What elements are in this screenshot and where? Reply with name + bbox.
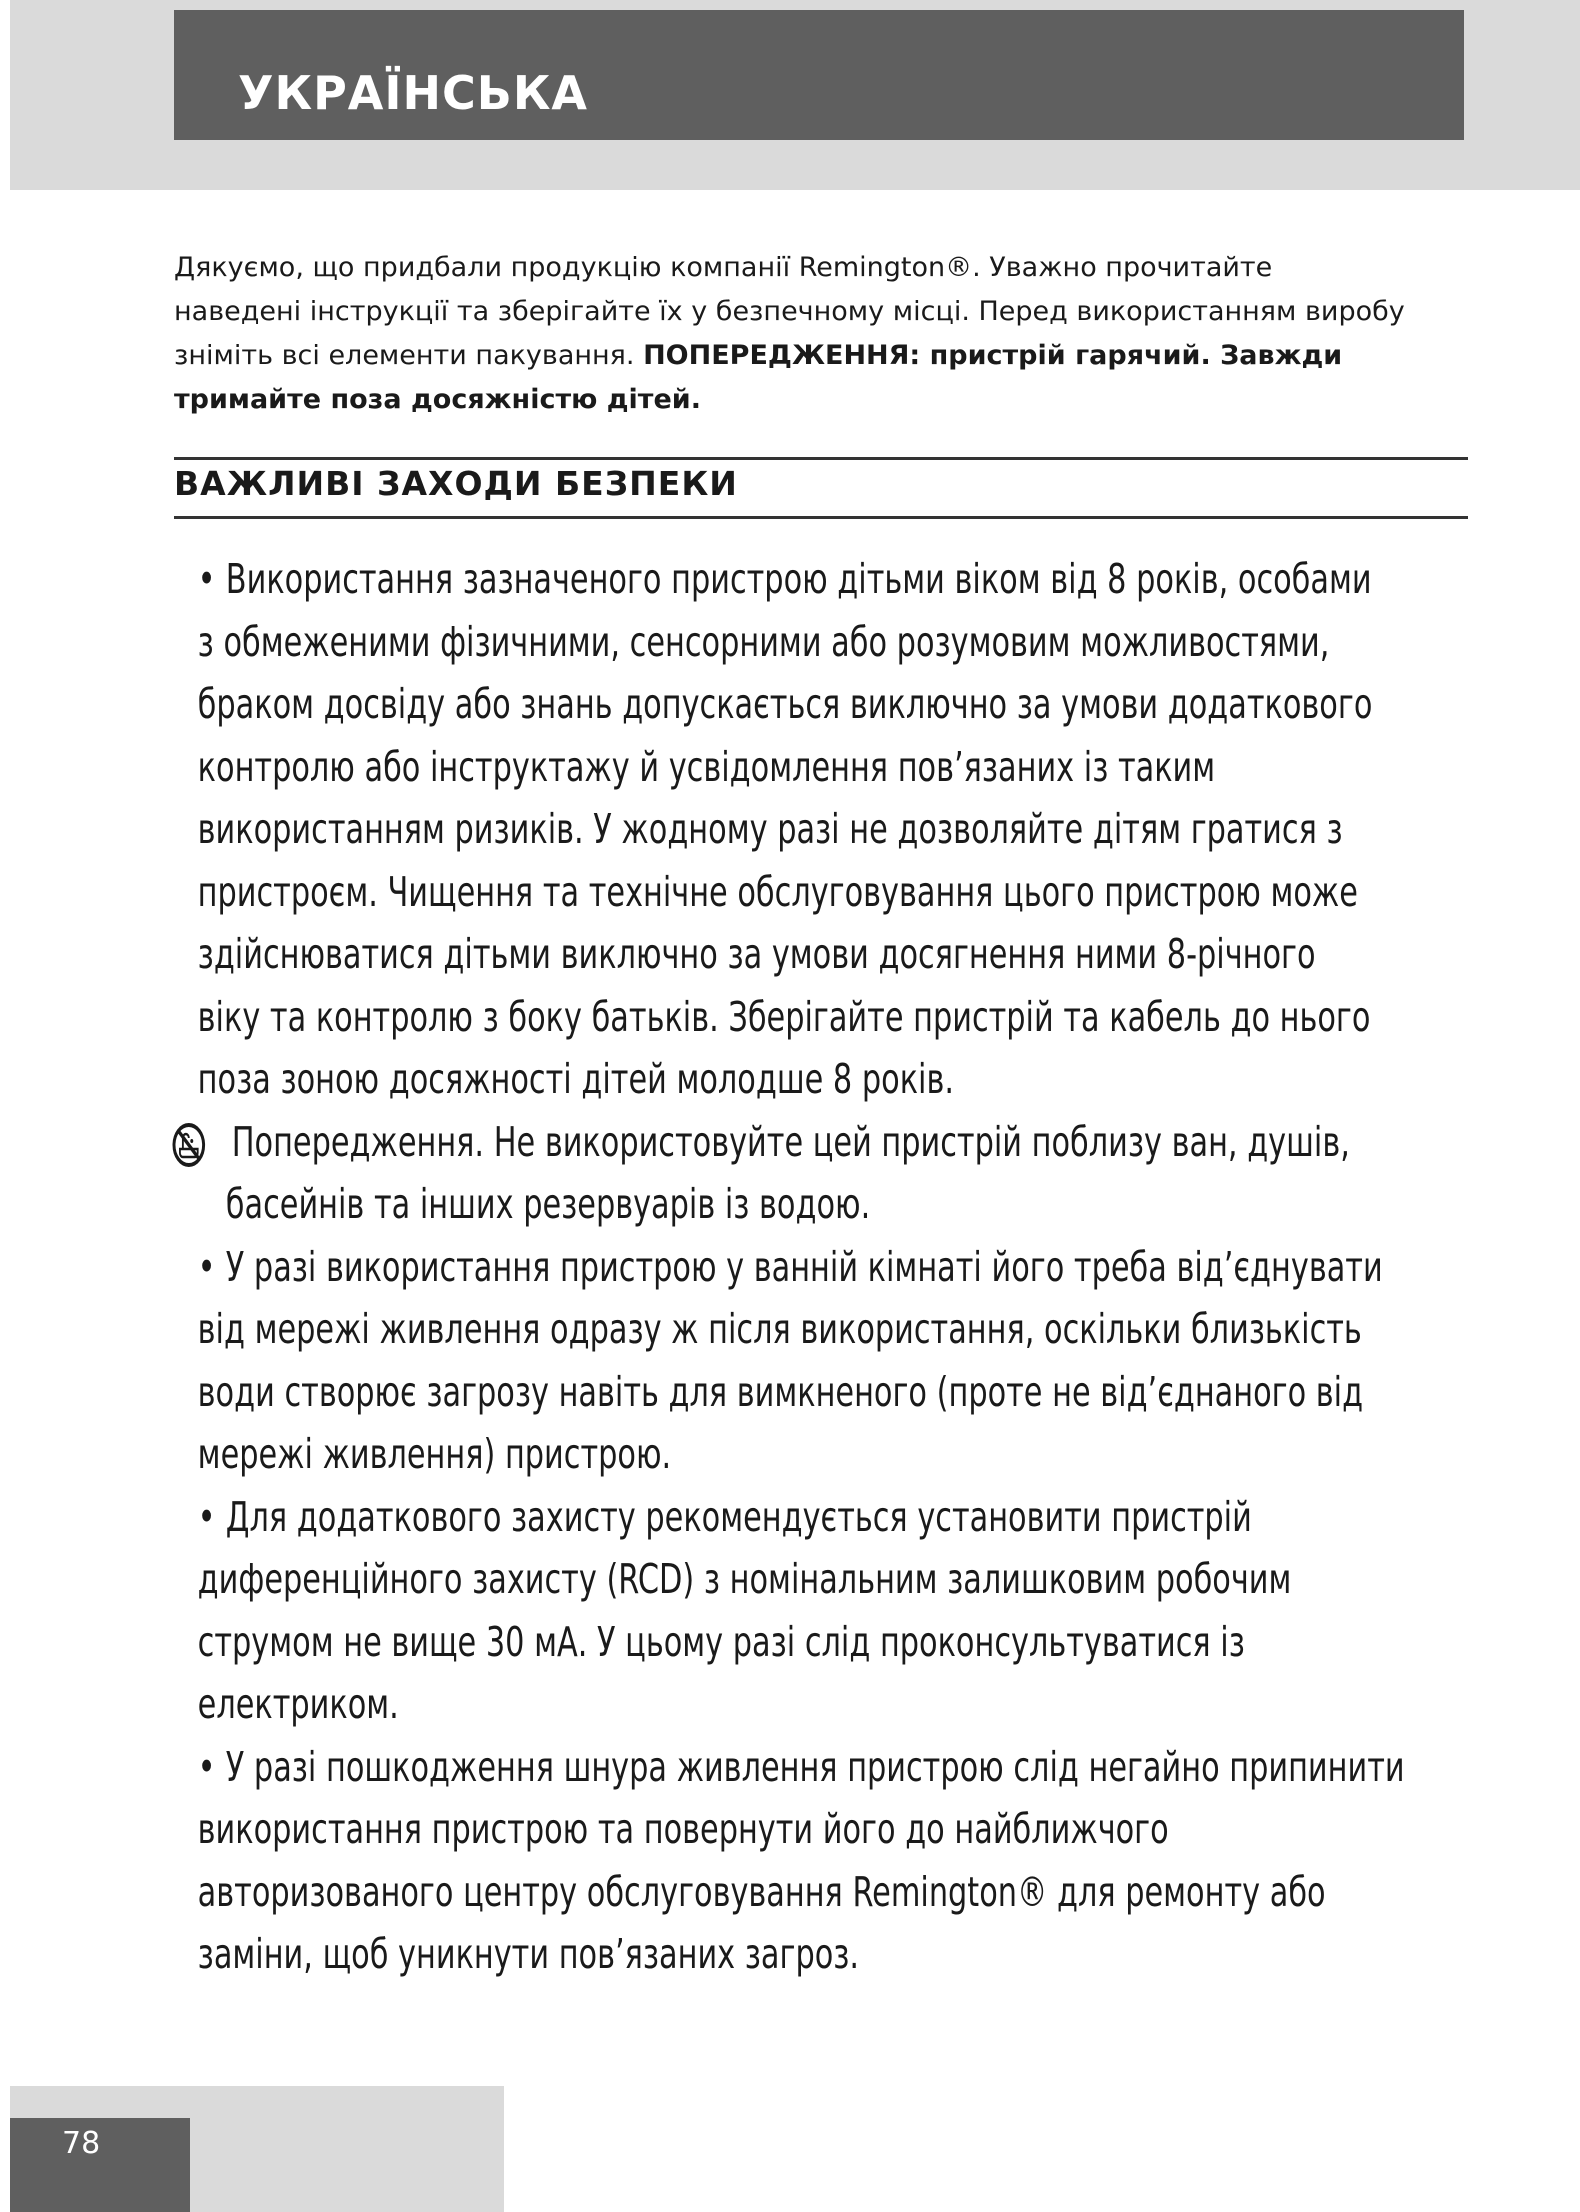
list-line: від мережі живлення одразу ж після використання, оскільки близькість (197, 1305, 1362, 1353)
item-text: Для додаткового захисту рекомендується установити пристрій (225, 1492, 1252, 1541)
intro-line: наведені інструкції та зберігайте їх у безпечному місці. Перед використанням виробу (174, 296, 1405, 327)
bullet: • (197, 1242, 216, 1291)
list-line: використанням ризиків. У жодному разі не дозволяйте дітям гратися з (197, 805, 1343, 853)
page-number: 78 (62, 2126, 101, 2161)
intro-line (174, 378, 1474, 422)
list-line (197, 1736, 1477, 1799)
page-title: УКРАЇНСЬКА (238, 66, 589, 120)
list-line: контролю або інструктажу й усвідомлення пов’язаних із таким (197, 742, 1216, 791)
list-line: струмом не вище 30 мА. У цьому разі слід проконсультуватися із (197, 1617, 1245, 1666)
list-line: використання пристрою та повернути його до найближчого (197, 1805, 1169, 1853)
warning-text: ПОПЕРЕДЖЕННЯ: пристрій гарячий. Завжди (643, 340, 1343, 371)
section-divider-bottom (174, 516, 1468, 519)
list-line (197, 1236, 1477, 1299)
list-line: пристроєм. Чищення та технічне обслуговування цього пристрою може (197, 867, 1358, 916)
warning-text: тримайте поза досяжністю дітей. (174, 384, 701, 415)
list-line (197, 1486, 1477, 1549)
bullet: • (197, 1492, 216, 1541)
list-line: води створює загрозу навіть для вимкненого (проте не від’єднаного від (197, 1367, 1364, 1416)
list-line: здійснюватися дітьми виключно за умови досягнення ними 8-річного (197, 930, 1316, 978)
item-text: У разі використання пристрою у ванній кімнаті його треба від’єднувати (225, 1242, 1383, 1291)
list-item (174, 1236, 1476, 1486)
safety-list (174, 548, 1476, 1986)
list-line: авторизованого центру обслуговування Remington® для ремонту або (197, 1867, 1326, 1916)
section-divider-top (174, 457, 1468, 460)
list-line: електриком. (197, 1680, 399, 1728)
section-title: ВАЖЛИВІ ЗАХОДИ БЕЗПЕКИ (174, 464, 738, 503)
list-line: диференційного захисту (RCD) з номінальним залишковим робочим (197, 1555, 1292, 1603)
list-line: браком досвіду або знань допускається виключно за умови додаткового (197, 680, 1373, 728)
bullet: • (197, 555, 216, 603)
list-line: Попередження. Не використовуйте цей пристрій поблизу ван, душів, (231, 1117, 1350, 1166)
list-line: басейнів та інших резервуарів із водою. (225, 1180, 871, 1228)
language-header (174, 10, 1464, 140)
list-line: мережі живлення) пристрою. (197, 1430, 672, 1478)
list-line: заміни, щоб уникнути пов’язаних загроз. (197, 1930, 860, 1978)
item-text: У разі пошкодження шнура живлення пристрою слід негайно припинити (225, 1742, 1405, 1791)
no-bath-warning-icon (171, 1121, 207, 1169)
item-text: Використання зазначеного пристрою дітьми віком від 8 років, особами (225, 555, 1372, 603)
warning-item (174, 1111, 1476, 1236)
bullet: • (197, 1742, 216, 1791)
list-item (174, 1736, 1476, 1986)
list-line: віку та контролю з боку батьків. Зберігайте пристрій та кабель до нього (197, 992, 1371, 1041)
intro-line (174, 334, 1474, 378)
intro-text: зніміть всі елементи пакування. (174, 340, 644, 371)
intro-line: Дякуємо, що придбали продукцію компанії Remington®. Уважно прочитайте (174, 252, 1273, 283)
list-line (197, 548, 1477, 611)
intro-paragraph (174, 246, 1474, 422)
list-line: поза зоною досяжності дітей молодше 8 років. (197, 1055, 954, 1103)
list-item (174, 1486, 1476, 1736)
list-item (174, 548, 1476, 1111)
list-line: з обмеженими фізичними, сенсорними або розумовим можливостями, (197, 617, 1330, 666)
